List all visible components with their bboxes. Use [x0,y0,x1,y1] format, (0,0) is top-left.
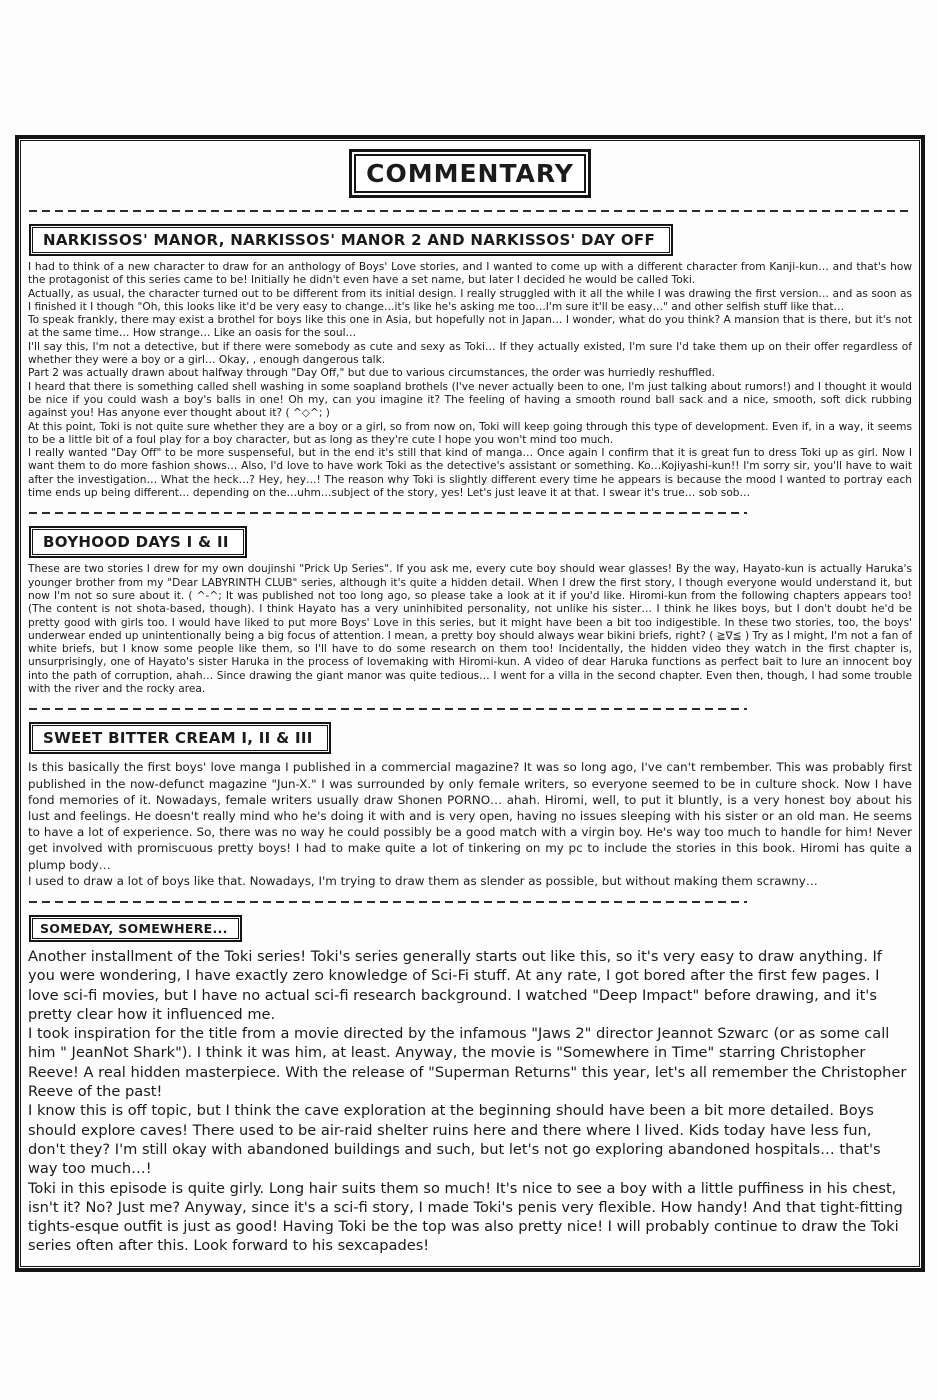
section-someday-somewhere [27,915,913,1256]
page-title-text: COMMENTARY [366,159,574,188]
section-narkissos-manor [27,224,913,500]
paragraph: I'll say this, I'm not a detective, but if there were somebody as cute and sexy as Toki… If they actually existed, I'm sure I'd take them up on their offer regardless of whether they were a boy or a girl… Okay, , enough dangerous talk. [28,340,912,367]
dashed-divider [29,708,747,710]
section-heading [29,526,247,558]
paragraph: I had to think of a new character to draw for an anthology of Boys' Love stories, and I wanted to come up with a different character from Kanji-kun… and that's how the protagonist of this series came to be! Initially he didn't even have a set name, but later I decided he would be called Toki. [28,261,912,287]
section-heading-text: SOMEDAY, SOMEWHERE... [40,920,228,936]
paragraph: I know this is off topic, but I think the cave exploration at the beginning should have been a bit more detailed. Boys should explore caves! There used to be air-raid shelter ruins here and there where I lived. Kids today have less fun, don't they? I'm still okay with abandoned buildings and such, but let's not go exploring abandoned hospitals… that's way too much…! [28,1102,881,1178]
paragraph: These are two stories I drew for my own doujinshi "Prick Up Series". If you ask me, every cute boy should wear glasses! By the way, Hayato-kun is actually Haruka's younger brother from my "Dear LABYRINTH CLUB" series, although it's quite a hidden detail. When I drew the first story, I though everyone would understand it, but now I'm not so sure about it. ( ^-^; It was published not too long ago, so please take a look at it if you'd like. Hiromi-kun from the following chapters appears too! (The content is not shota-based, though). I think Hayato has a very uninhibited personality, not unlike his sister… I think he likes boys, but I don't doubt he'd be pretty good with girls too. I would have liked to put more Boys' Love in this series, but it might have been a bit too indigestible. In these two stories, too, the boys' underwear ended up unintentionally being a big focus of attention. I mean, a pretty boy should always wear bikini briefs, right? ( ≧∇≦ ) Try as I might, I'm not a fan of white briefs, but I know some people like them, so I'll have to do some research on them too! Incidentally, the hidden video they watch in the first chapter is, unsurprisingly, one of Hayato's sister Haruka in the process of lovemaking with Hiromi-kun. A video of dear Haruka functions as perfect bait to lure an innocent boy into the path of corruption, ahah… Since drawing the giant manor was quite tedious… I went for a villa in the second chapter. Even then, though, I had some trouble with the river and the rocky area. [28,563,912,696]
paragraph: I took inspiration for the title from a movie directed by the infamous "Jaws 2" director Jeannot Szwarc (or as some call him " JeanNot Shark"). I think it was him, at least. Anyway, the movie is "Somewhere in Time" starring Christopher Reeve! A real hidden masterpiece. With the release of "Superman Returns" this year, let's all remember the Christopher Reeve of the past! [28,1025,907,1101]
paragraph: Is this basically the first boys' love manga I published in a commercial magazine? It was so long ago, I've can't rembember. This was probably first published in the now-defunct magazine "Jun-X." I was surrounded by only female writers, so everyone seemed to be in culture shock. Now I have fond memories of it. Nowadays, female writers usually draw Shonen PORNO… ahah. Hiromi, well, to put it bluntly, is a very honest boy about his lust and feelings. He doesn't really mind who he's doing it with and is very open, having no issues sleeping with his sister or an old man. He seems to have a lot of experience. So, there was no way he could possibly be a good match with a virgin boy. He's way too much to handle for him! Never get involved with promiscuous pretty boys! I had to make quite a lot of tinkering on my pc to include the stories in this book. Hiromi has quite a plump body… [28,760,912,872]
page-title [349,149,591,198]
paragraph: Toki in this episode is quite girly. Long hair suits them so much! It's nice to see a boy with a little puffiness in his chest, isn't it? No? Just me? Anyway, since it's a sci-fi story, I made Toki's penis very flexible. How handy! And that tight-fitting tights-esque outfit is just as good! Having Toki be the top was also pretty nice! I will probably continue to draw the Toki series often after this. Look forward to his sexcapades! [28,1179,903,1255]
section-boyhood-days [27,526,913,696]
paragraph: I used to draw a lot of boys like that. Nowadays, I'm trying to draw them as slender as possible, but without making them scrawny… [28,873,818,888]
paragraph: Another installment of the Toki series! Toki's series generally starts out like this, so it's very easy to draw anything. If you were wondering, I have exactly zero knowledge of Sci-Fi stuff. At any rate, I got bored after the first few pages. I love sci-fi movies, but I have no actual sci-fi research background. I watched "Deep Impact" before drawing, and it's pretty clear how it influenced me. [28,947,882,1023]
section-heading-text: BOYHOOD DAYS I & II [43,533,229,552]
section-body [28,759,912,889]
dashed-divider [29,210,911,212]
dashed-divider [29,901,747,903]
section-heading [29,224,673,256]
paragraph: To speak frankly, there may exist a brothel for boys like this one in Asia, but hopefully not in Japan… I wonder, what do you think? A mansion that is there, but it's not at the same time… How strange… Like an oasis for the soul… [28,314,912,340]
paragraph: Actually, as usual, the character turned out to be different from its initial design. I really struggled with it all the while I was drawing the first version… and as soon as I finished it I though "Oh, this looks like it'd be very easy to change…it's like he's asking me too…I'm sure it'll be easy…" and other selfish stuff like that… [28,287,912,313]
dashed-divider [29,512,747,514]
paragraph: Part 2 was actually drawn about halfway through "Day Off," but due to various circumstances, the order was hurriedly reshuffled. [28,367,715,380]
section-heading-text: NARKISSOS' MANOR, NARKISSOS' MANOR 2 AND NARKISSOS' DAY OFF [43,231,656,249]
section-sweet-bitter-cream [27,722,913,889]
paragraph: At this point, Toki is not quite sure whether they are a boy or a girl, so from now on, Toki will keep going through this type of development. Even if, in a way, it seems to be a little bit of a foul play for a boy character, but as long as they're cute I hope you won't mind too much. [28,420,912,446]
section-body [28,947,912,1256]
paragraph: I really wanted "Day Off" to be more suspenseful, but in the end it's still that kind of manga… Once again I confirm that it is great fun to dress Toki up as girl. Now I want them to do more fashion shows… Also, I'd love to have work Toki as the detective's assistant or something. Ko…Kojiyashi-kun!! I'm sorry sir, you'll have to wait after the investigation… What the heck…? Hey, hey…! The reason why Toki is slightly different every time he appears is because the mood I wanted to portray each time ends up being different… depending on the…uhm…subject of the story, yes! Let's just leave it at that. I swear it's true… sob sob… [28,447,912,500]
section-heading [29,915,242,942]
section-heading-text: SWEET BITTER CREAM I, II & III [43,729,313,748]
paragraph: I heard that there is something called shell washing in some soapland brothels (I've never actually been to one, I'm just talking about rumors!) and I thought it would be nice if you could wash a boy's balls in one! Oh my, can you imagine it? The feeling of having a smooth round ball sack and a nice, smooth, soft dick rubbing against you! Has anyone ever thought about it? ( ^◇^; ) [28,380,912,420]
section-heading [29,722,331,754]
section-body [28,261,912,500]
section-body [28,563,912,696]
page-frame [15,135,925,1272]
